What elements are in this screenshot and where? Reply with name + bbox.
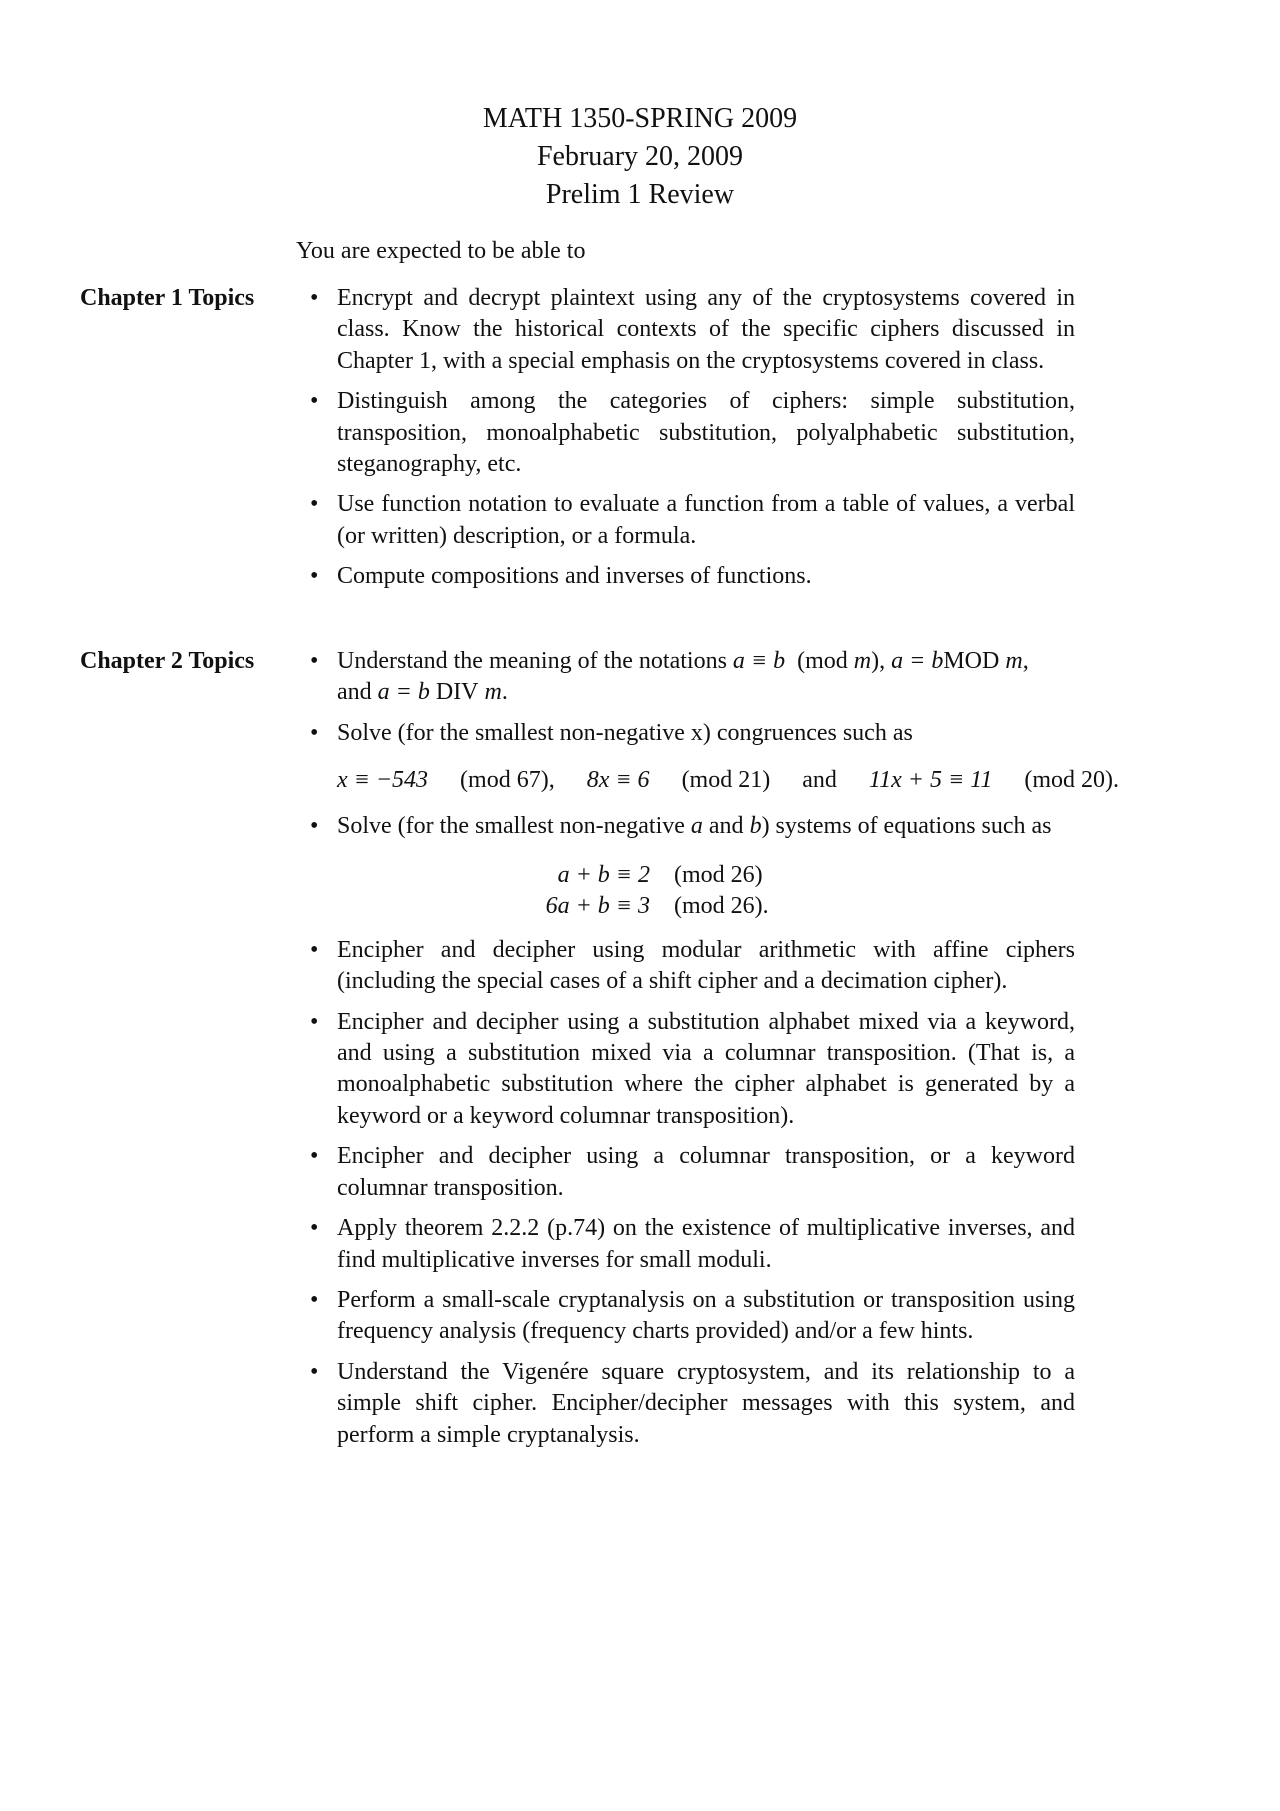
intro-text: You are expected to be able to bbox=[296, 238, 586, 264]
math-expression: a = b bbox=[891, 648, 944, 674]
list-item: • Perform a small-scale cryptanalysis on a substitution or transposition using frequency analysis (frequency charts provided) and/or a few hints. bbox=[310, 1286, 1075, 1345]
chapter-2-label: Chapter 2 Topics bbox=[80, 648, 255, 674]
math-expression: a ≡ b bbox=[732, 648, 786, 674]
bullet-icon: • bbox=[310, 1008, 319, 1035]
document-date: February 20, 2009 bbox=[536, 141, 744, 172]
equation-system bbox=[337, 860, 1075, 923]
list-item: • Understand the Vigenére square cryptosystem, and its relationship to a simple shift cipher. Encipher/decipher messages with this system, and perform a simple cryptanalysis. bbox=[310, 1358, 1075, 1448]
math-expression: 11x + 5 ≡ 11 bbox=[868, 767, 993, 794]
bullet-icon: • bbox=[310, 563, 319, 590]
list-item: • Distinguish among the categories of ciphers: simple substitution, transposition, monoalphabetic substitution, polyalphabetic substitution, steganography, etc. bbox=[310, 388, 1075, 478]
list-item: • Compute compositions and inverses of functions. bbox=[310, 561, 1075, 592]
list-item: • Understand the meaning of the notations a ≡ b (mod m), a = bMOD m, and a = b DIV m. bbox=[310, 648, 1029, 706]
math-expression: x ≡ −543 bbox=[337, 767, 429, 794]
math-expression: 8x ≡ 6 bbox=[586, 767, 650, 794]
list-item: • Encipher and decipher using modular arithmetic with affine ciphers (including the special cases of a shift cipher and a decimation cipher). bbox=[310, 936, 1075, 995]
bullet-icon: • bbox=[310, 719, 319, 746]
bullet-icon: • bbox=[310, 1143, 319, 1170]
bullet-icon: • bbox=[310, 491, 319, 518]
chapter-2-topic-list bbox=[310, 646, 1120, 1451]
equation-row: a + b ≡ 2 (mod 26) bbox=[557, 862, 763, 889]
bullet-icon: • bbox=[310, 1215, 319, 1242]
list-item: • Apply theorem 2.2.2 (p.74) on the existence of multiplicative inverses, and find multiplicative inverses for small moduli. bbox=[310, 1215, 1075, 1273]
bullet-icon: • bbox=[310, 1358, 319, 1385]
list-item: • Solve (for the smallest non-negative a and b) systems of equations such as a + b ≡ 2 (mod 26) 6a + b ≡ 3 (mod 26). bbox=[310, 811, 1075, 923]
math-expression: a = b bbox=[377, 679, 430, 706]
bullet-icon: • bbox=[310, 936, 319, 963]
bullet-icon: • bbox=[310, 648, 319, 674]
bullet-icon: • bbox=[310, 388, 319, 415]
equation-row: 6a + b ≡ 3 (mod 26). bbox=[545, 893, 769, 920]
chapter-1-topic-list bbox=[310, 283, 1075, 593]
list-item: • Encipher and decipher using a columnar transposition, or a keyword columnar transposition. bbox=[310, 1143, 1075, 1201]
bullet-icon: • bbox=[310, 812, 319, 839]
course-title: MATH 1350-SPRING 2009 bbox=[482, 103, 798, 134]
list-item: • Solve (for the smallest non-negative x) congruences such as x ≡ −543 (mod 67), 8x ≡ 6 (mod 21) and 11x + 5 ≡ 11 (mod 20). bbox=[310, 718, 1075, 797]
document-header bbox=[0, 100, 1280, 214]
list-item: • Encipher and decipher using a substitution alphabet mixed via a keyword, and using a substitution mixed via a columnar transposition. (That is, a monoalphabetic substitution where the cipher alphabet is generated by a keyword or a keyword columnar transposition). bbox=[310, 1008, 1075, 1129]
congruence-examples: x ≡ −543 (mod 67), 8x ≡ 6 (mod 21) and 11x + 5 ≡ 11 (mod 20). bbox=[337, 767, 1120, 794]
bullet-icon: • bbox=[310, 1286, 319, 1313]
chapter-1-label: Chapter 1 Topics bbox=[80, 285, 255, 311]
document-title: Prelim 1 Review bbox=[545, 179, 735, 210]
bullet-icon: • bbox=[310, 285, 319, 311]
list-item: • Use function notation to evaluate a function from a table of values, a verbal (or written) description, or a formula. bbox=[310, 491, 1075, 549]
list-item: • Encrypt and decrypt plaintext using any of the cryptosystems covered in class. Know the historical contexts of the specific ciphers discussed in Chapter 1, with a special emphasis on the cryptosystems covered in class. bbox=[310, 285, 1075, 374]
